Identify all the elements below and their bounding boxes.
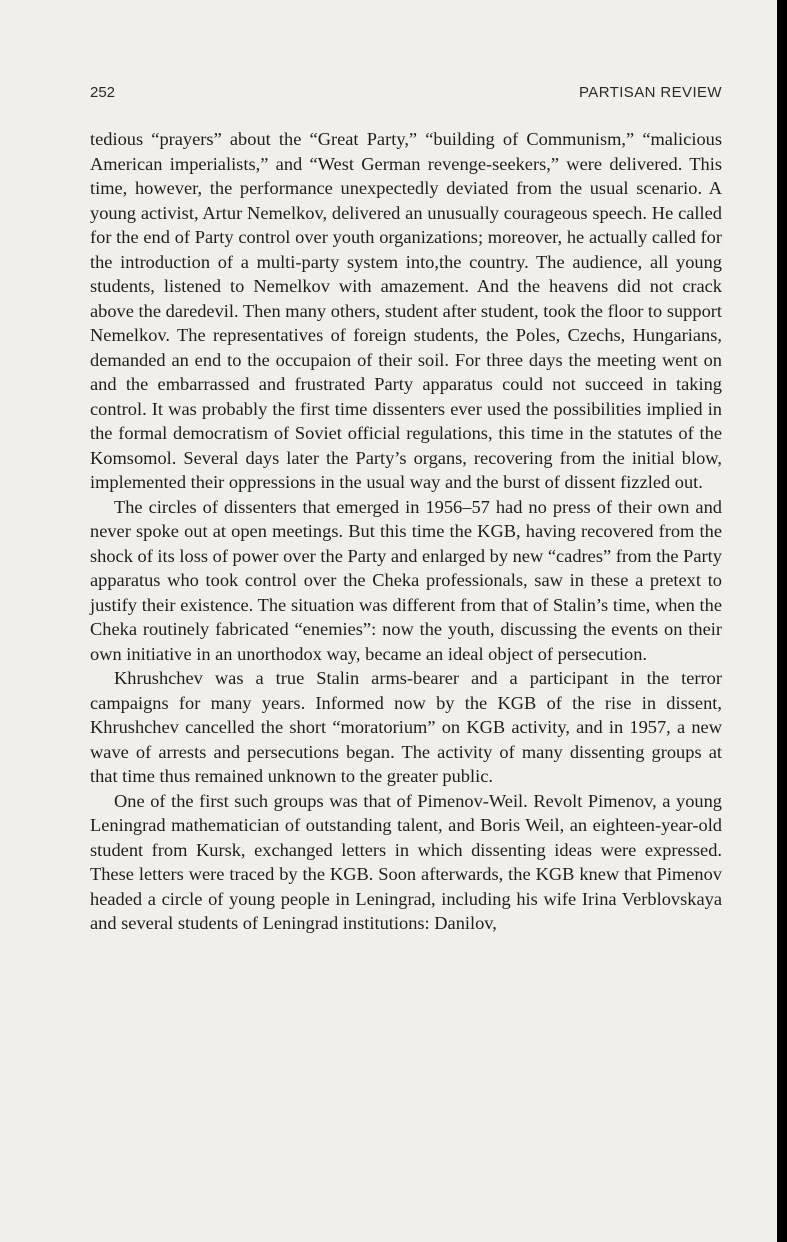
paragraph-4: One of the first such groups was that of Pimenov-Weil. Revolt Pimenov, a young Leningrad mathematician of outstanding talent, and Boris Weil, an eighteen-year-old student from Kursk, exchanged letters in which dissenting ideas were expressed. These letters were traced by the KGB. Soon afterwards, the KGB knew that Pimenov headed a circle of young people in Leningrad, including his wife Irina Verblovskaya and several students of Leningrad institutions: Danilov, (90, 790, 722, 933)
running-head (90, 84, 722, 108)
body-text (90, 127, 722, 936)
journal-title: PARTISAN REVIEW (579, 84, 722, 101)
page-edge (777, 0, 787, 1242)
paragraph-3: Khrushchev was a true Stalin arms-bearer and a participant in the terror campaigns for many years. Informed now by the KGB of the rise in dissent, Khrushchev cancelled the short “moratorium” on KGB activity, and in 1957, a new wave of arrests and persecutions began. The activity of many dissenting groups at that time thus remained unknown to the greater public. (90, 668, 722, 786)
paragraph-1: tedious “prayers” about the “Great Party,” “building of Communism,” “malicious American imperialists,” and “West German revenge-seekers,” were delivered. This time, however, the performance unexpectedly deviated from the usual scenario. A young activist, Artur Nemelkov, delivered an unusually courageous speech. He called for the end of Party control over youth organizations; moreover, he actually called for the introduction of a multi-party system into,the country. The audience, all young students, listened to Nemelkov with amazement. And the heavens did not crack above the daredevil. Then many others, student after student, took the floor to support Nemelkov. The representatives of foreign students, the Poles, Czechs, Hungarians, demanded an end to the occupaion of their soil. For three days the meeting went on and the embarrassed and frustrated Party apparatus could not succeed in taking control. It was probably the first time dissenters ever used the possibilities implied in the formal democratism of Soviet official regulations, this time in the statutes of the Komsomol. Several days later the Party’s organs, recovering from the initial blow, implemented their oppressions in the usual way and the burst of dissent fizzled out. (90, 129, 722, 492)
page-number: 252 (90, 84, 116, 101)
paragraph-2: The circles of dissenters that emerged in 1956–57 had no press of their own and never spoke out at open meetings. But this time the KGB, having recovered from the shock of its loss of power over the Party and enlarged by new “cadres” from the Party apparatus who took control over the Cheka professionals, saw in these a pretext to justify their existence. The situation was different from that of Stalin’s time, when the Cheka routinely fabricated “enemies”: now the youth, discussing the events on their own initiative in an unorthodox way, became an ideal object of persecution. (90, 496, 722, 664)
